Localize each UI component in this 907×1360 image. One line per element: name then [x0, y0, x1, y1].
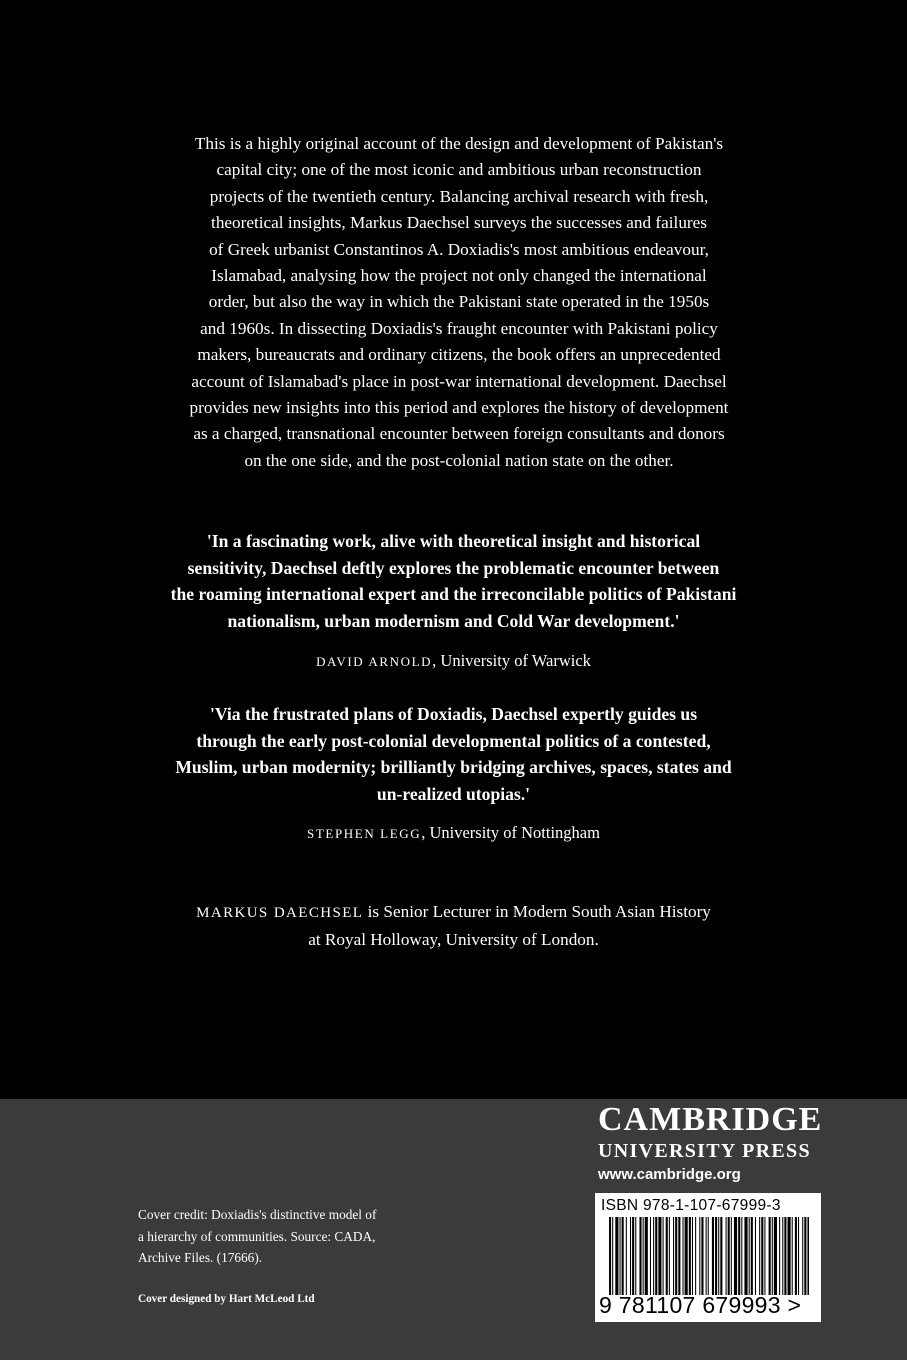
barcode-bar	[699, 1217, 700, 1295]
publisher-name: CAMBRIDGE	[598, 1101, 823, 1138]
barcode-bar	[658, 1217, 661, 1295]
description-line: theoretical insights, Markus Daechsel surveys the successes and failures	[211, 213, 707, 233]
barcode-digits: 9 781107 679993 >	[599, 1292, 802, 1318]
review-line: sensitivity, Daechsel deftly explores the problematic encounter between	[187, 557, 720, 578]
barcode-bar	[720, 1217, 722, 1295]
barcode-bar	[626, 1217, 627, 1295]
review-attribution-legg	[140, 822, 767, 845]
description-line: and 1960s. In dissecting Doxiadis's fraught encounter with Pakistani policy	[200, 318, 718, 338]
barcode-bar	[807, 1217, 809, 1295]
barcode-bar	[738, 1217, 740, 1295]
barcode-bar	[706, 1217, 707, 1295]
barcode-bar	[744, 1217, 747, 1295]
publisher-subtitle: UNIVERSITY PRESS	[598, 1140, 811, 1162]
barcode-bar	[630, 1217, 631, 1295]
review-line: un-realized utopias.'	[376, 783, 531, 804]
reviewer-name: DAVID ARNOLD	[316, 654, 433, 669]
review-line: nationalism, urban modernism and Cold War development.'	[227, 610, 680, 631]
barcode-bar	[728, 1217, 730, 1295]
description-line: order, but also the way in which the Pakistani state operated in the 1950s	[208, 292, 710, 312]
author-institution: at Royal Holloway, University of London.	[308, 929, 599, 949]
barcode-bar	[795, 1217, 797, 1295]
barcode-bar	[666, 1217, 668, 1295]
cover-credit	[138, 1204, 438, 1269]
barcode-bar	[689, 1217, 691, 1295]
barcode-bar	[788, 1217, 791, 1295]
description-line: on the one side, and the post-colonial nation state on the other.	[244, 450, 674, 470]
barcode-bar	[708, 1217, 709, 1295]
barcode-bar	[669, 1217, 670, 1295]
barcode-bar	[734, 1217, 737, 1295]
description-line: provides new insights into this period and explores the history of development	[189, 398, 729, 418]
isbn-barcode	[595, 1193, 821, 1322]
review-line: the roaming international expert and the irreconcilable politics of Pakistani	[170, 584, 737, 604]
barcode-bar	[802, 1217, 803, 1295]
barcode-bar	[749, 1217, 750, 1295]
review-attribution-arnold	[140, 650, 767, 673]
barcode-bar	[683, 1217, 684, 1295]
barcode-bar	[632, 1217, 634, 1295]
barcode-bar	[609, 1217, 611, 1295]
barcode-bar	[692, 1217, 693, 1295]
barcode-bar	[782, 1217, 783, 1295]
barcode-bar	[620, 1217, 621, 1295]
author-name: MARKUS DAECHSEL	[196, 905, 364, 921]
barcode-bar	[712, 1217, 714, 1295]
barcode-bar	[718, 1217, 719, 1295]
barcode-bar	[650, 1217, 651, 1295]
barcode-bar	[615, 1217, 618, 1295]
review-line: 'In a fascinating work, alive with theoretical insight and historical	[206, 531, 701, 551]
book-description	[160, 131, 758, 474]
barcode-bar	[643, 1217, 644, 1295]
description-line: as a charged, transnational encounter between foreign consultants and donors	[193, 424, 725, 444]
review-line: Muslim, urban modernity; brilliantly bridging archives, spaces, states and	[175, 757, 732, 777]
barcode-bar	[761, 1217, 763, 1295]
barcode-bar	[774, 1217, 777, 1295]
publisher-logo	[598, 1102, 838, 1185]
author-bio	[150, 899, 757, 953]
barcode-bar	[685, 1217, 688, 1295]
description-line: capital city; one of the most iconic and ambitious urban reconstruction	[216, 160, 702, 180]
barcode-bar	[701, 1217, 703, 1295]
barcode-bar	[726, 1217, 727, 1295]
barcode-bar	[731, 1217, 732, 1295]
barcode-bar	[645, 1217, 648, 1295]
barcode-bar	[622, 1217, 624, 1295]
barcode-bar	[653, 1217, 654, 1295]
description-line: account of Islamabad's place in post-war international development. Daechsel	[191, 371, 727, 391]
cover-credit-line: Cover credit: Doxiadis's distinctive model of	[138, 1207, 377, 1222]
barcode-bar	[639, 1217, 641, 1295]
cover-credit-line: Archive Files. (17666).	[138, 1250, 263, 1265]
barcode-bars	[609, 1217, 809, 1295]
reviewer-name: STEPHEN LEGG	[307, 826, 422, 841]
author-bio-line	[150, 899, 757, 927]
description-line: This is a highly original account of the design and development of Pakistan's	[194, 134, 724, 153]
barcode-bar	[769, 1217, 771, 1295]
cover-designer-credit: Cover designed by Hart McLeod Ltd	[138, 1293, 315, 1305]
barcode-bar	[779, 1217, 780, 1295]
barcode-bar	[751, 1217, 753, 1295]
barcode-bar	[764, 1217, 765, 1295]
barcode-bar	[741, 1217, 742, 1295]
barcode-bar	[663, 1217, 664, 1295]
barcode-bar	[798, 1217, 799, 1295]
barcode-bar	[759, 1217, 760, 1295]
barcode-bar	[612, 1217, 613, 1295]
description-line: Islamabad, analysing how the project not only changed the international	[211, 266, 707, 286]
barcode-bar	[655, 1217, 657, 1295]
review-quote-legg	[140, 701, 767, 807]
barcode-bar	[784, 1217, 786, 1295]
isbn-number: ISBN 978-1-107-67999-3	[601, 1197, 781, 1214]
description-line: of Greek urbanist Constantinos A. Doxiadis's most ambitious endeavour,	[209, 239, 709, 259]
barcode-bar	[678, 1217, 680, 1295]
description-line: makers, bureaucrats and ordinary citizens, the book offers an unprecedented	[197, 345, 721, 365]
barcode-bar	[715, 1217, 717, 1295]
author-role: is Senior Lecturer in Modern South Asian History	[363, 902, 711, 921]
cover-credit-line: a hierarchy of communities. Source: CADA,	[138, 1228, 376, 1244]
barcode-bar	[675, 1217, 677, 1295]
barcode-bar	[772, 1217, 773, 1295]
barcode-bar	[673, 1217, 674, 1295]
description-line: projects of the twentieth century. Balancing archival research with fresh,	[209, 186, 709, 206]
barcode-bar	[695, 1217, 696, 1295]
review-line: 'Via the frustrated plans of Doxiadis, Daechsel expertly guides us	[209, 704, 698, 724]
review-line: through the early post-colonial developmental politics of a contested,	[196, 730, 711, 751]
barcode-bar	[804, 1217, 806, 1295]
publisher-url[interactable]: www.cambridge.org	[598, 1166, 741, 1183]
barcode-bar	[792, 1217, 793, 1295]
review-quote-arnold	[140, 528, 767, 634]
barcode-bar	[755, 1217, 756, 1295]
barcode-bar	[635, 1217, 636, 1295]
reviewer-affiliation: , University of Nottingham	[421, 823, 600, 842]
reviewer-affiliation: , University of Warwick	[432, 651, 591, 670]
